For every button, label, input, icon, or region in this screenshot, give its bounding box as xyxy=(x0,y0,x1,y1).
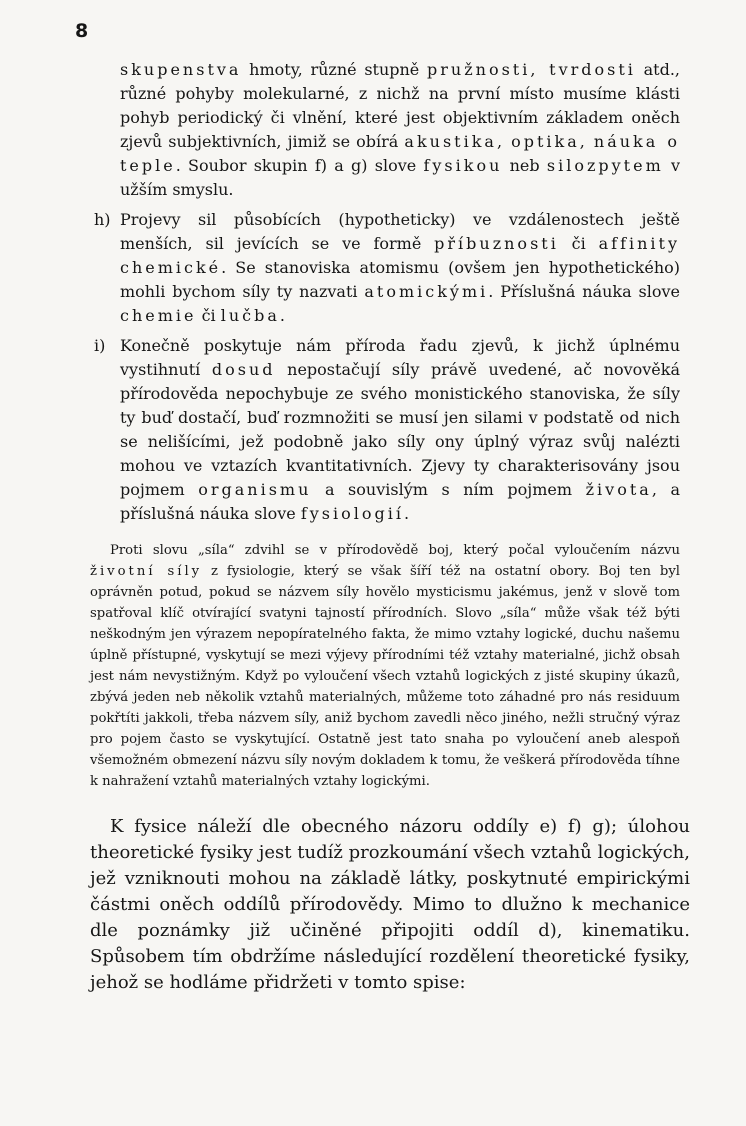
spaced-term: příbuznosti xyxy=(434,234,559,253)
spaced-term: náuka o teple xyxy=(120,132,680,175)
text-run: Konečně poskytuje nám příroda řadu zjevů, k jichž úplnému vystihnutí xyxy=(120,336,680,379)
text-run: . Soubor skupin f) a g) slove xyxy=(175,156,424,175)
text-run: či xyxy=(196,306,221,325)
text-run: , a příslušná náuka slove xyxy=(120,480,681,523)
spaced-term: života xyxy=(585,480,652,499)
spaced-term: optika, xyxy=(511,132,588,151)
closing-paragraph xyxy=(90,814,690,996)
text-run: atd., různé pohyby molekularné, z nichž na první místo musíme klásti pohyb periodický či vlnění, které jest objektivním základem oněch zjevů subjektivních, jimiž se obírá xyxy=(120,60,681,151)
spaced-term: affinity chemické xyxy=(120,234,680,277)
text-run: Projevy sil působících (hypotheticky) ve vzdálenostech ještě menších, sil jevících se ve formě xyxy=(120,210,680,253)
text-run: nepostačují síly právě uvedené, ač novověká přírodověda nepochybuje ze svého monistického stanoviska, že síly ty buď dostačí, buď rozmnožiti se musí jen silami v podstatě od nich se nelišícími, jež podobně jako síly ony úplný výraz svůj nalézti mohou ve vztazích kvantitativních. Zjevy ty charakterisovány jsou pojmem xyxy=(120,360,680,499)
text-run: z fysiologie, který se však šíří též na ostatní obory. Boj ten byl oprávněn potud, pokud se názvem síly hovělo mysticismu jakémus, jenž v slově tom spatřoval klíč otvírající svatyni tajností přírodních. Slovo „síla“ může však též býti neškodným jen výrazem nepopíratelného fakta, že mimo vztahy logické, duchu našemu úplně přístupné, vyskytují se mezi výjevy přírodními též vztahy materialné, jichž obsah jest nám nevystižným. Když po vyloučení všech vztahů logických z jisté skupiny úkazů, zbývá jeden neb několik vztahů materialných, můžeme toto záhadné pro nás residuum pokřtíti jakkoli, třeba názvem síly, aniž bychom zavedli něco jiného, nežli stručný výraz pro pojem často se vyskytující. Ostatně jest tato snaha po vyloučení aneb alespoň všemožném obmezení názvu síly novým dokladem k tomu, že veškerá přírodověda tíhne k nahražení vztahů materialných vztahy logickými. xyxy=(90,564,680,789)
page-number: 8 xyxy=(75,20,89,42)
spaced-term: fysikou xyxy=(423,156,503,175)
spaced-term: lučba xyxy=(220,306,280,325)
intro-paragraph xyxy=(120,58,680,202)
text-run: či xyxy=(558,234,599,253)
text-run: K fysice náleží dle obecného názoru oddíly e) f) g); úlohou theoretické fysiky jest tudíž prozkoumání všech vztahů logických, jež vzniknouti mohou na základě látky, poskytnuté empirickými částmi oněch oddílů přírodovědy. Mimo to dlužno k mechanice dle poznámky již učiněné připojiti oddíl d), kinematiku. Spůsobem tím obdržíme následující rozdělení theoretické fysiky, jehož se hodláme přidržeti v tomto spise: xyxy=(90,816,690,993)
spaced-term: atomickými xyxy=(364,282,489,301)
text-run: . Příslušná náuka slove xyxy=(488,282,680,301)
spaced-term: pružnosti, tvrdosti xyxy=(427,60,636,79)
spaced-term: chemie xyxy=(120,306,197,325)
text-run: neb xyxy=(502,156,547,175)
text-run: v užším smyslu. xyxy=(120,156,681,199)
list-item-h xyxy=(94,208,680,328)
spaced-term: fysiologií xyxy=(300,504,404,523)
text-run: . xyxy=(279,306,286,325)
page-body xyxy=(90,58,690,996)
text-run: hmoty, různé stupně xyxy=(241,60,428,79)
spaced-term: silozpytem xyxy=(546,156,664,175)
spaced-term: organismu xyxy=(198,480,312,499)
text-run: . Se stanoviska atomismu (ovšem jen hypothetického) mohli bychom síly ty nazvati xyxy=(120,258,680,301)
text-run: . xyxy=(403,504,410,523)
spaced-term: akustika, xyxy=(404,132,506,151)
list-marker: i) xyxy=(94,336,106,355)
list-marker: h) xyxy=(94,210,111,229)
list-item-i xyxy=(94,334,681,526)
text-run: a souvislým s ním pojmem xyxy=(311,480,586,499)
list-item-text xyxy=(120,334,680,526)
footnote-paragraph xyxy=(90,540,680,792)
spaced-term: skupenstva xyxy=(120,60,242,79)
list-item-text xyxy=(120,208,680,328)
spaced-term: dosud xyxy=(211,360,276,379)
spaced-term: životní síly xyxy=(90,564,203,579)
text-run: Proti slovu „síla“ zdvihl se v přírodovědě boj, který počal vyloučením názvu xyxy=(110,543,680,558)
